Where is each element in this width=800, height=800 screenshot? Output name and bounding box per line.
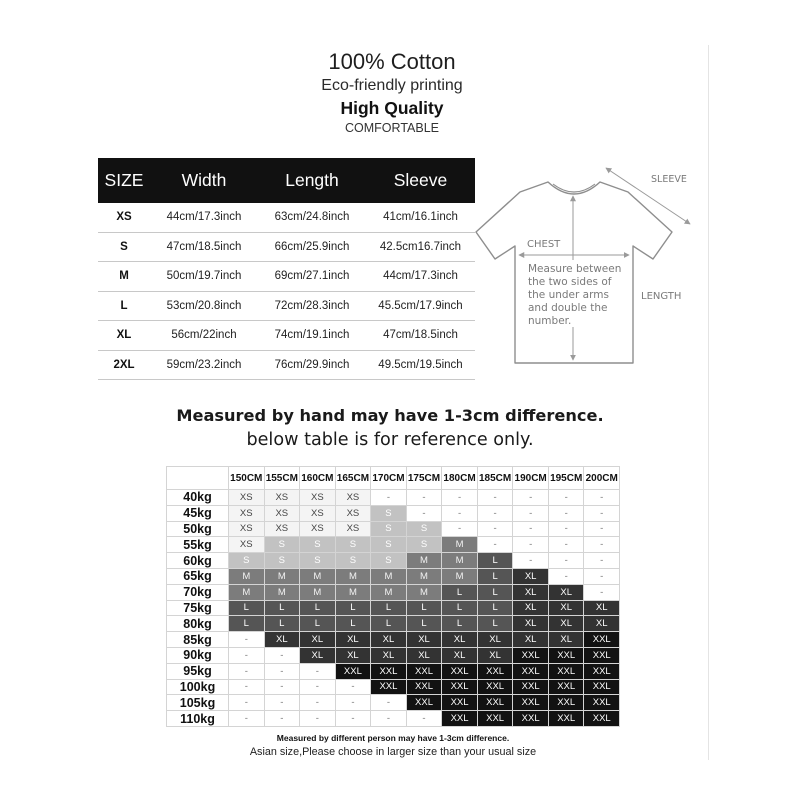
weight-label: 60kg <box>167 553 229 569</box>
chest-instruction-line: Measure between <box>528 263 622 275</box>
size-cell: XS <box>229 537 265 553</box>
size-cell: XL <box>407 632 443 648</box>
height-header: 150CM <box>229 467 265 490</box>
weight-label: 40kg <box>167 490 229 506</box>
chest-label: CHEST <box>527 239 561 250</box>
footer-disclaimer: Measured by different person may have 1-3cm difference. <box>276 733 510 743</box>
size-cell: L <box>300 616 336 632</box>
size-cell: - <box>513 506 549 522</box>
size-cell: XL <box>442 648 478 664</box>
size-cell: XXL <box>584 632 620 648</box>
chest-instruction-line: the two sides of <box>528 276 612 288</box>
size-cell: - <box>336 680 372 696</box>
size-cell: L <box>478 569 514 585</box>
weight-label: 105kg <box>167 695 229 711</box>
size-cell: - <box>265 664 301 680</box>
size-cell: - <box>549 553 585 569</box>
size-cell: S <box>300 537 336 553</box>
size-cell: XXL <box>442 680 478 696</box>
height-header: 185CM <box>478 467 514 490</box>
size-cell: S <box>336 553 372 569</box>
size-cell: - <box>478 490 514 506</box>
weight-label: 95kg <box>167 664 229 680</box>
size-cell: XL <box>513 616 549 632</box>
size-cell: - <box>371 695 407 711</box>
height-weight-size-grid <box>166 466 620 727</box>
size-cell: L <box>265 616 301 632</box>
sleeve-value: 44cm/17.3inch <box>383 270 458 283</box>
size-cell: XL <box>478 632 514 648</box>
size-cell: - <box>513 522 549 538</box>
size-cell: - <box>549 506 585 522</box>
size-cell: XS <box>300 490 336 506</box>
size-cell: - <box>371 711 407 727</box>
weight-label: 75kg <box>167 601 229 617</box>
size-cell: M <box>265 585 301 601</box>
footer-advice: Asian size,Please choose in larger size than your usual size <box>249 746 537 758</box>
size-cell: XL <box>336 632 372 648</box>
size-cell: XL <box>478 648 514 664</box>
measurement-notice: Measured by hand may have 1-3cm difference. <box>176 406 604 425</box>
size-cell: - <box>229 680 265 696</box>
comfort-label: COMFORTABLE <box>345 121 439 135</box>
size-cell: - <box>584 522 620 538</box>
size-cell: XXL <box>513 664 549 680</box>
size-cell: XS <box>229 490 265 506</box>
size-cell: L <box>442 616 478 632</box>
reference-notice: below table is for reference only. <box>246 430 534 450</box>
size-cell: L <box>442 585 478 601</box>
size-cell: - <box>584 569 620 585</box>
size-cell: XL <box>371 632 407 648</box>
size-row <box>98 262 475 292</box>
size-cell: XXL <box>513 695 549 711</box>
size-cell: XXL <box>336 664 372 680</box>
size-cell: - <box>549 490 585 506</box>
height-header: 165CM <box>336 467 372 490</box>
size-cell: S <box>371 522 407 538</box>
weight-label: 85kg <box>167 632 229 648</box>
width-value: 47cm/18.5inch <box>166 240 242 253</box>
length-value: 76cm/29.9inch <box>274 358 350 371</box>
sleeve-value: 49.5cm/19.5inch <box>378 358 463 371</box>
size-cell: XS <box>265 490 301 506</box>
size-cell: L <box>336 616 372 632</box>
size-cell: S <box>371 537 407 553</box>
size-cell: XXL <box>442 664 478 680</box>
size-cell: XL <box>407 648 443 664</box>
size-label: 2XL <box>113 358 135 371</box>
height-header: 160CM <box>300 467 336 490</box>
size-cell: XS <box>229 506 265 522</box>
size-cell: S <box>300 553 336 569</box>
chest-instruction-line: and double the <box>528 302 608 314</box>
column-header: Sleeve <box>393 170 448 190</box>
size-cell: - <box>584 553 620 569</box>
size-cell: M <box>300 585 336 601</box>
length-value: 69cm/27.1inch <box>274 270 350 283</box>
size-cell: - <box>407 711 443 727</box>
height-header: 190CM <box>513 467 549 490</box>
size-cell: XXL <box>549 680 585 696</box>
size-cell: M <box>407 553 443 569</box>
size-cell: XS <box>336 522 372 538</box>
size-cell: XL <box>336 648 372 664</box>
size-cell: XL <box>300 632 336 648</box>
size-row <box>98 292 475 322</box>
size-cell: XL <box>549 601 585 617</box>
length-value: 72cm/28.3inch <box>274 299 350 312</box>
size-cell: - <box>265 711 301 727</box>
size-cell: XL <box>300 648 336 664</box>
weight-label: 50kg <box>167 522 229 538</box>
size-cell: - <box>549 522 585 538</box>
height-header: 170CM <box>371 467 407 490</box>
size-cell: - <box>442 522 478 538</box>
weight-label: 65kg <box>167 569 229 585</box>
size-cell: XXL <box>549 648 585 664</box>
size-cell: S <box>407 537 443 553</box>
quality-label: High Quality <box>340 98 444 118</box>
sleeve-value: 45.5cm/17.9inch <box>378 299 463 312</box>
size-cell: M <box>442 553 478 569</box>
weight-label: 80kg <box>167 616 229 632</box>
size-cell: XL <box>513 632 549 648</box>
size-cell: L <box>371 601 407 617</box>
size-label: S <box>120 240 128 253</box>
size-cell: L <box>478 616 514 632</box>
weight-label: 90kg <box>167 648 229 664</box>
size-cell: L <box>300 601 336 617</box>
size-cell: XS <box>300 506 336 522</box>
height-header: 155CM <box>265 467 301 490</box>
material-title: 100% Cotton <box>328 49 456 74</box>
size-cell: - <box>229 648 265 664</box>
size-cell: - <box>549 537 585 553</box>
right-divider <box>708 45 709 760</box>
size-cell: M <box>442 537 478 553</box>
width-value: 50cm/19.7inch <box>166 270 242 283</box>
size-cell: S <box>371 553 407 569</box>
tshirt-diagram <box>470 155 705 380</box>
size-cell: XS <box>336 506 372 522</box>
size-cell: - <box>584 585 620 601</box>
size-cell: L <box>265 601 301 617</box>
size-cell: XXL <box>584 695 620 711</box>
size-cell: L <box>407 601 443 617</box>
size-cell: XL <box>513 601 549 617</box>
size-row <box>98 233 475 263</box>
size-cell: - <box>478 506 514 522</box>
size-cell: L <box>478 585 514 601</box>
column-header: SIZE <box>104 170 144 190</box>
size-cell: XL <box>265 632 301 648</box>
weight-label: 70kg <box>167 585 229 601</box>
size-row <box>98 351 475 381</box>
size-cell: M <box>300 569 336 585</box>
size-cell: L <box>229 601 265 617</box>
sleeve-value: 47cm/18.5inch <box>383 329 458 342</box>
size-cell: - <box>371 490 407 506</box>
column-header: Width <box>181 170 227 190</box>
size-cell: XS <box>229 522 265 538</box>
size-cell: L <box>407 616 443 632</box>
width-value: 59cm/23.2inch <box>166 358 242 371</box>
size-cell: L <box>229 616 265 632</box>
size-cell: - <box>265 648 301 664</box>
size-cell: - <box>265 680 301 696</box>
printing-subtitle: Eco-friendly printing <box>321 77 463 94</box>
size-cell: - <box>584 537 620 553</box>
size-cell: M <box>407 585 443 601</box>
size-cell: L <box>336 601 372 617</box>
length-label: LENGTH <box>641 291 682 302</box>
weight-label: 45kg <box>167 506 229 522</box>
size-cell: XXL <box>478 664 514 680</box>
size-cell: - <box>407 506 443 522</box>
size-label: XL <box>116 329 132 342</box>
size-cell: XL <box>584 616 620 632</box>
size-cell: S <box>371 506 407 522</box>
sleeve-label: SLEEVE <box>651 174 687 185</box>
size-cell: - <box>513 490 549 506</box>
size-cell: XL <box>442 632 478 648</box>
size-cell: S <box>265 553 301 569</box>
size-row <box>98 203 475 233</box>
size-cell: M <box>407 569 443 585</box>
size-cell: XL <box>549 632 585 648</box>
size-cell: XS <box>265 506 301 522</box>
size-cell: M <box>442 569 478 585</box>
size-cell: L <box>478 553 514 569</box>
grid-corner <box>167 467 229 490</box>
size-cell: M <box>371 585 407 601</box>
size-cell: - <box>584 506 620 522</box>
size-cell: XL <box>549 585 585 601</box>
height-header: 175CM <box>407 467 443 490</box>
size-cell: S <box>265 537 301 553</box>
size-cell: M <box>229 569 265 585</box>
height-header: 195CM <box>549 467 585 490</box>
length-value: 63cm/24.8inch <box>274 211 350 224</box>
size-cell: XXL <box>407 680 443 696</box>
width-value: 56cm/22inch <box>171 329 237 342</box>
size-cell: - <box>229 632 265 648</box>
size-cell: XXL <box>371 680 407 696</box>
size-cell: XXL <box>584 680 620 696</box>
size-cell: - <box>300 680 336 696</box>
size-cell: L <box>442 601 478 617</box>
size-cell: M <box>336 585 372 601</box>
size-cell: XL <box>513 569 549 585</box>
size-cell: XXL <box>513 711 549 727</box>
chest-instruction-line: number. <box>528 315 572 327</box>
size-cell: XL <box>371 648 407 664</box>
size-cell: XXL <box>407 695 443 711</box>
height-header: 200CM <box>584 467 620 490</box>
size-cell: XS <box>265 522 301 538</box>
size-cell: XXL <box>584 664 620 680</box>
size-cell: XXL <box>513 648 549 664</box>
weight-label: 110kg <box>167 711 229 727</box>
length-value: 66cm/25.9inch <box>274 240 350 253</box>
weight-label: 100kg <box>167 680 229 696</box>
size-cell: XS <box>300 522 336 538</box>
size-cell: - <box>300 711 336 727</box>
size-cell: - <box>549 569 585 585</box>
sleeve-value: 41cm/16.1inch <box>383 211 458 224</box>
size-cell: L <box>478 601 514 617</box>
size-row <box>98 321 475 351</box>
size-cell: - <box>442 506 478 522</box>
size-cell: XXL <box>442 711 478 727</box>
size-cell: XXL <box>584 711 620 727</box>
size-label: XS <box>116 211 132 224</box>
size-cell: - <box>229 664 265 680</box>
sleeve-value: 42.5cm16.7inch <box>379 240 462 253</box>
size-cell: - <box>300 695 336 711</box>
size-cell: L <box>371 616 407 632</box>
size-cell: - <box>407 490 443 506</box>
width-value: 44cm/17.3inch <box>166 211 242 224</box>
column-header: Length <box>285 170 339 190</box>
size-cell: M <box>265 569 301 585</box>
size-cell: S <box>229 553 265 569</box>
size-cell: XS <box>336 490 372 506</box>
size-cell: XXL <box>442 695 478 711</box>
size-cell: XXL <box>478 711 514 727</box>
weight-label: 55kg <box>167 537 229 553</box>
size-cell: - <box>478 522 514 538</box>
size-cell: XXL <box>407 664 443 680</box>
chest-instruction-line: the under arms <box>528 289 609 301</box>
size-cell: - <box>336 695 372 711</box>
size-label: M <box>119 270 129 283</box>
size-cell: XXL <box>371 664 407 680</box>
length-value: 74cm/19.1inch <box>274 329 350 342</box>
size-cell: - <box>442 490 478 506</box>
size-cell: XXL <box>549 664 585 680</box>
size-cell: - <box>584 490 620 506</box>
size-cell: M <box>229 585 265 601</box>
size-cell: - <box>513 553 549 569</box>
size-cell: - <box>265 695 301 711</box>
size-cell: XXL <box>478 680 514 696</box>
size-cell: - <box>478 537 514 553</box>
size-cell: XXL <box>549 695 585 711</box>
size-cell: M <box>371 569 407 585</box>
size-cell: M <box>336 569 372 585</box>
measurement-header-row <box>98 158 475 203</box>
size-cell: XXL <box>549 711 585 727</box>
size-cell: - <box>336 711 372 727</box>
size-cell: XL <box>549 616 585 632</box>
measurement-table <box>98 158 475 380</box>
size-cell: XXL <box>513 680 549 696</box>
size-cell: - <box>229 695 265 711</box>
size-cell: - <box>513 537 549 553</box>
size-cell: XL <box>584 601 620 617</box>
size-cell: - <box>229 711 265 727</box>
size-label: L <box>120 299 128 312</box>
height-header: 180CM <box>442 467 478 490</box>
size-cell: XL <box>513 585 549 601</box>
size-cell: XXL <box>584 648 620 664</box>
width-value: 53cm/20.8inch <box>166 299 242 312</box>
size-cell: XXL <box>478 695 514 711</box>
size-cell: S <box>407 522 443 538</box>
size-cell: - <box>300 664 336 680</box>
size-cell: S <box>336 537 372 553</box>
